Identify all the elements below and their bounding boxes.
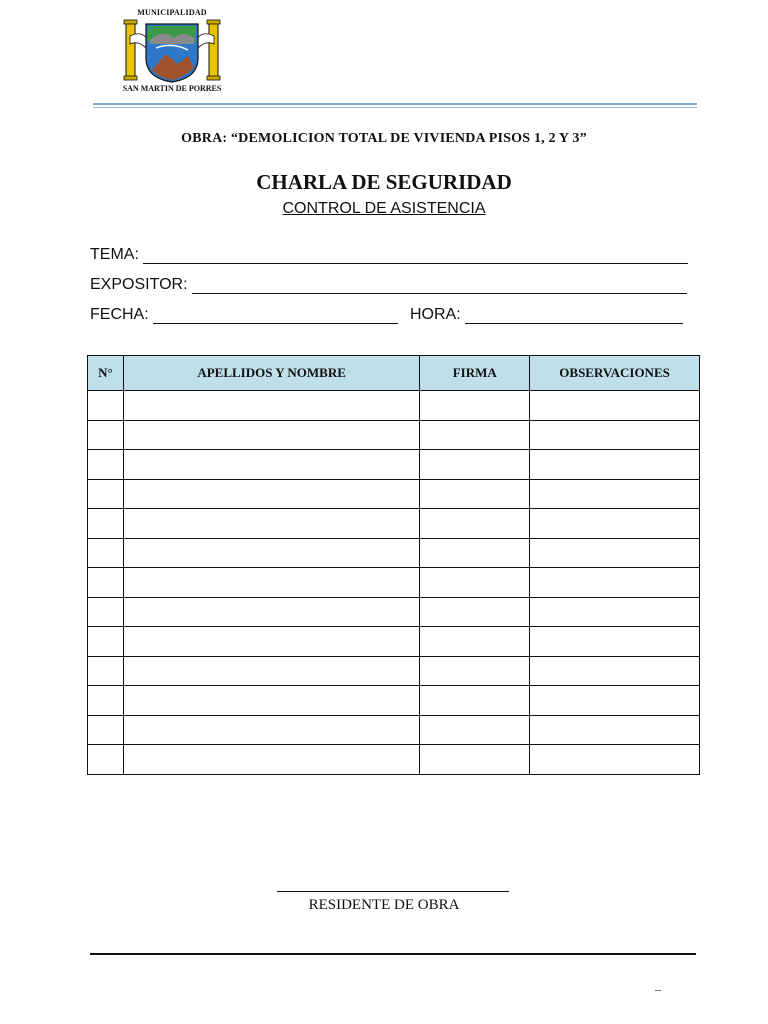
cell-name[interactable] bbox=[123, 686, 419, 716]
table-header-row bbox=[88, 356, 700, 391]
cell-observations[interactable] bbox=[530, 479, 700, 509]
cell-number[interactable] bbox=[88, 538, 124, 568]
subtitle-text: CONTROL DE ASISTENCIA bbox=[282, 200, 486, 217]
cell-number[interactable] bbox=[88, 509, 124, 539]
page-title: CHARLA DE SEGURIDAD bbox=[256, 170, 512, 194]
cell-signature[interactable] bbox=[420, 420, 530, 450]
table-row bbox=[88, 479, 700, 509]
fecha-label: FECHA: bbox=[90, 306, 149, 323]
cell-number[interactable] bbox=[88, 745, 124, 775]
cell-signature[interactable] bbox=[420, 538, 530, 568]
cell-name[interactable] bbox=[123, 509, 419, 539]
cell-observations[interactable] bbox=[530, 420, 700, 450]
cell-name[interactable] bbox=[123, 391, 419, 421]
cell-observations[interactable] bbox=[530, 509, 700, 539]
cell-signature[interactable] bbox=[420, 568, 530, 598]
cell-name[interactable] bbox=[123, 479, 419, 509]
cell-name[interactable] bbox=[123, 420, 419, 450]
header-signature: FIRMA bbox=[420, 356, 530, 391]
cell-observations[interactable] bbox=[530, 538, 700, 568]
cell-signature[interactable] bbox=[420, 391, 530, 421]
cell-observations[interactable] bbox=[530, 627, 700, 657]
cell-number[interactable] bbox=[88, 597, 124, 627]
tema-label: TEMA: bbox=[90, 246, 139, 263]
header-number: N° bbox=[88, 356, 124, 391]
cell-name[interactable] bbox=[123, 656, 419, 686]
footer-mark: – bbox=[655, 982, 661, 996]
cell-signature[interactable] bbox=[420, 715, 530, 745]
cell-observations[interactable] bbox=[530, 715, 700, 745]
tema-blank-line[interactable] bbox=[143, 251, 688, 264]
cell-signature[interactable] bbox=[420, 686, 530, 716]
cell-name[interactable] bbox=[123, 597, 419, 627]
logo-bottom-text: SAN MARTIN DE PORRES bbox=[122, 84, 222, 93]
fecha-blank-line[interactable] bbox=[153, 311, 398, 324]
table-row bbox=[88, 745, 700, 775]
cell-observations[interactable] bbox=[530, 568, 700, 598]
footer-divider bbox=[90, 953, 696, 955]
cell-signature[interactable] bbox=[420, 745, 530, 775]
table-row bbox=[88, 450, 700, 480]
table-row bbox=[88, 686, 700, 716]
cell-observations[interactable] bbox=[530, 450, 700, 480]
cell-signature[interactable] bbox=[420, 509, 530, 539]
table-row bbox=[88, 656, 700, 686]
cell-observations[interactable] bbox=[530, 686, 700, 716]
obra-heading: OBRA: “DEMOLICION TOTAL DE VIVIENDA PISOS 1, 2 Y 3” bbox=[181, 131, 587, 146]
cell-observations[interactable] bbox=[530, 745, 700, 775]
cell-number[interactable] bbox=[88, 656, 124, 686]
logo-top-text: MUNICIPALIDAD bbox=[137, 8, 207, 17]
header-divider bbox=[93, 103, 697, 108]
cell-signature[interactable] bbox=[420, 597, 530, 627]
cell-signature[interactable] bbox=[420, 656, 530, 686]
hora-blank-line[interactable] bbox=[465, 311, 683, 324]
cell-observations[interactable] bbox=[530, 597, 700, 627]
signature-line[interactable] bbox=[277, 891, 509, 892]
header-name: APELLIDOS Y NOMBRE bbox=[123, 356, 419, 391]
cell-signature[interactable] bbox=[420, 627, 530, 657]
signature-label: RESIDENTE DE OBRA bbox=[308, 897, 460, 913]
cell-name[interactable] bbox=[123, 745, 419, 775]
cell-number[interactable] bbox=[88, 479, 124, 509]
cell-number[interactable] bbox=[88, 715, 124, 745]
attendance-table bbox=[87, 355, 700, 775]
cell-name[interactable] bbox=[123, 450, 419, 480]
table-row bbox=[88, 597, 700, 627]
table-row bbox=[88, 420, 700, 450]
cell-observations[interactable] bbox=[530, 391, 700, 421]
hora-label: HORA: bbox=[410, 306, 461, 323]
cell-number[interactable] bbox=[88, 568, 124, 598]
expositor-label: EXPOSITOR: bbox=[90, 276, 188, 293]
cell-number[interactable] bbox=[88, 686, 124, 716]
cell-number[interactable] bbox=[88, 420, 124, 450]
table-row bbox=[88, 627, 700, 657]
page-subtitle bbox=[0, 200, 768, 218]
cell-observations[interactable] bbox=[530, 656, 700, 686]
table-body bbox=[88, 391, 700, 775]
fecha-field[interactable] bbox=[90, 306, 398, 324]
table-row bbox=[88, 391, 700, 421]
hora-field[interactable] bbox=[410, 306, 683, 324]
cell-number[interactable] bbox=[88, 627, 124, 657]
tema-field[interactable] bbox=[90, 246, 688, 264]
cell-signature[interactable] bbox=[420, 450, 530, 480]
cell-name[interactable] bbox=[123, 568, 419, 598]
municipal-logo bbox=[118, 8, 226, 94]
table-row bbox=[88, 715, 700, 745]
cell-name[interactable] bbox=[123, 538, 419, 568]
coat-of-arms-icon bbox=[122, 18, 222, 84]
table-row bbox=[88, 509, 700, 539]
cell-number[interactable] bbox=[88, 450, 124, 480]
cell-number[interactable] bbox=[88, 391, 124, 421]
expositor-field[interactable] bbox=[90, 276, 687, 294]
cell-signature[interactable] bbox=[420, 479, 530, 509]
cell-name[interactable] bbox=[123, 715, 419, 745]
table-row bbox=[88, 568, 700, 598]
header-observations: OBSERVACIONES bbox=[530, 356, 700, 391]
expositor-blank-line[interactable] bbox=[192, 281, 687, 294]
cell-name[interactable] bbox=[123, 627, 419, 657]
table-row bbox=[88, 538, 700, 568]
